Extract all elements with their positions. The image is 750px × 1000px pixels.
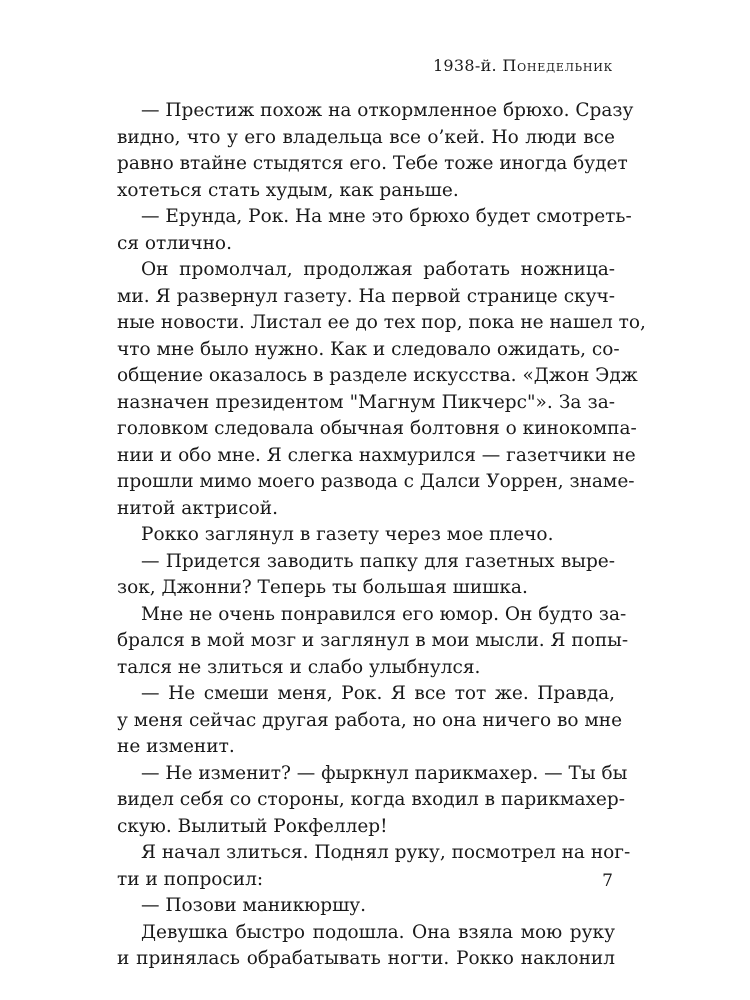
page-number: 7	[602, 871, 613, 891]
text-line: видно, что у его владельца все о’кей. Но люди все	[117, 126, 615, 148]
text-line: — Позови маникюршу.	[141, 895, 367, 916]
text-line: видел себя со стороны, когда входил в парикмахер-	[117, 789, 625, 810]
running-head	[433, 56, 613, 75]
text-line: головком следовала обычная болтовня о кинокомпа-	[117, 418, 637, 439]
text-line: прошли мимо моего развода с Далси Уоррен, знаме-	[117, 471, 635, 492]
text-line: ти и попросил:	[117, 868, 264, 890]
text-line: — Не изменит? — фыркнул парикмахер. — Ты бы	[141, 762, 628, 784]
text-line: ные новости. Листал ее до тех пор, пока не нашел то,	[117, 312, 646, 333]
text-line: не изменит.	[117, 736, 235, 757]
text-line: ся отлично.	[117, 232, 232, 254]
running-head-chapter: Понедельник	[502, 56, 613, 75]
running-head-year: 1938-й.	[432, 56, 497, 75]
text-line: и принялась обрабатывать ногти. Рокко наклонил	[117, 948, 615, 969]
text-line: нии и обо мне. Я слегка нахмурился — газетчики не	[117, 444, 636, 466]
text-line: у меня сейчас другая работа, но она ничего во мне	[117, 709, 623, 731]
text-line: — Придется заводить папку для газетных выре-	[141, 550, 615, 572]
text-line: что мне было нужно. Как и следовало ожидать, со-	[117, 338, 620, 360]
text-line: Девушка быстро подошла. Она взяла мою руку	[141, 921, 615, 943]
text-line: тался не злиться и слабо улыбнулся.	[117, 656, 481, 678]
text-line: назначен президентом "Магнум Пикчерс"». За за-	[117, 391, 615, 413]
text-line: Рокко заглянул в газету через мое плечо.	[141, 524, 554, 545]
text-line: общение оказалось в разделе искусства. «Джон Эдж	[117, 365, 638, 386]
text-line: скую. Вылитый Рокфеллер!	[117, 815, 388, 837]
text-line: — Престиж похож на откормленное брюхо. Сразу	[141, 100, 634, 121]
text-line: Он промолчал, продолжая работать ножница-	[141, 259, 615, 280]
body-text	[117, 98, 646, 973]
text-line: — Не смеши меня, Рок. Я все тот же. Правда,	[141, 683, 615, 704]
text-line: нитой актрисой.	[117, 497, 278, 519]
text-line: зок, Джонни? Теперь ты большая шишка.	[117, 577, 528, 598]
text-line: Мне не очень понравился его юмор. Он будто за-	[141, 603, 627, 625]
text-line: брался в мой мозг и заглянул в мои мысли. Я попы-	[117, 630, 629, 651]
text-line: хотеться стать худым, как раньше.	[117, 179, 459, 201]
text-line: ми. Я развернул газету. На первой странице скуч-	[117, 285, 615, 307]
text-line: Я начал злиться. Поднял руку, посмотрел на ног-	[141, 842, 631, 863]
text-line: — Ерунда, Рок. На мне это брюхо будет смотреть-	[141, 206, 632, 227]
text-line: равно втайне стыдятся его. Тебе тоже иногда будет	[117, 153, 628, 174]
